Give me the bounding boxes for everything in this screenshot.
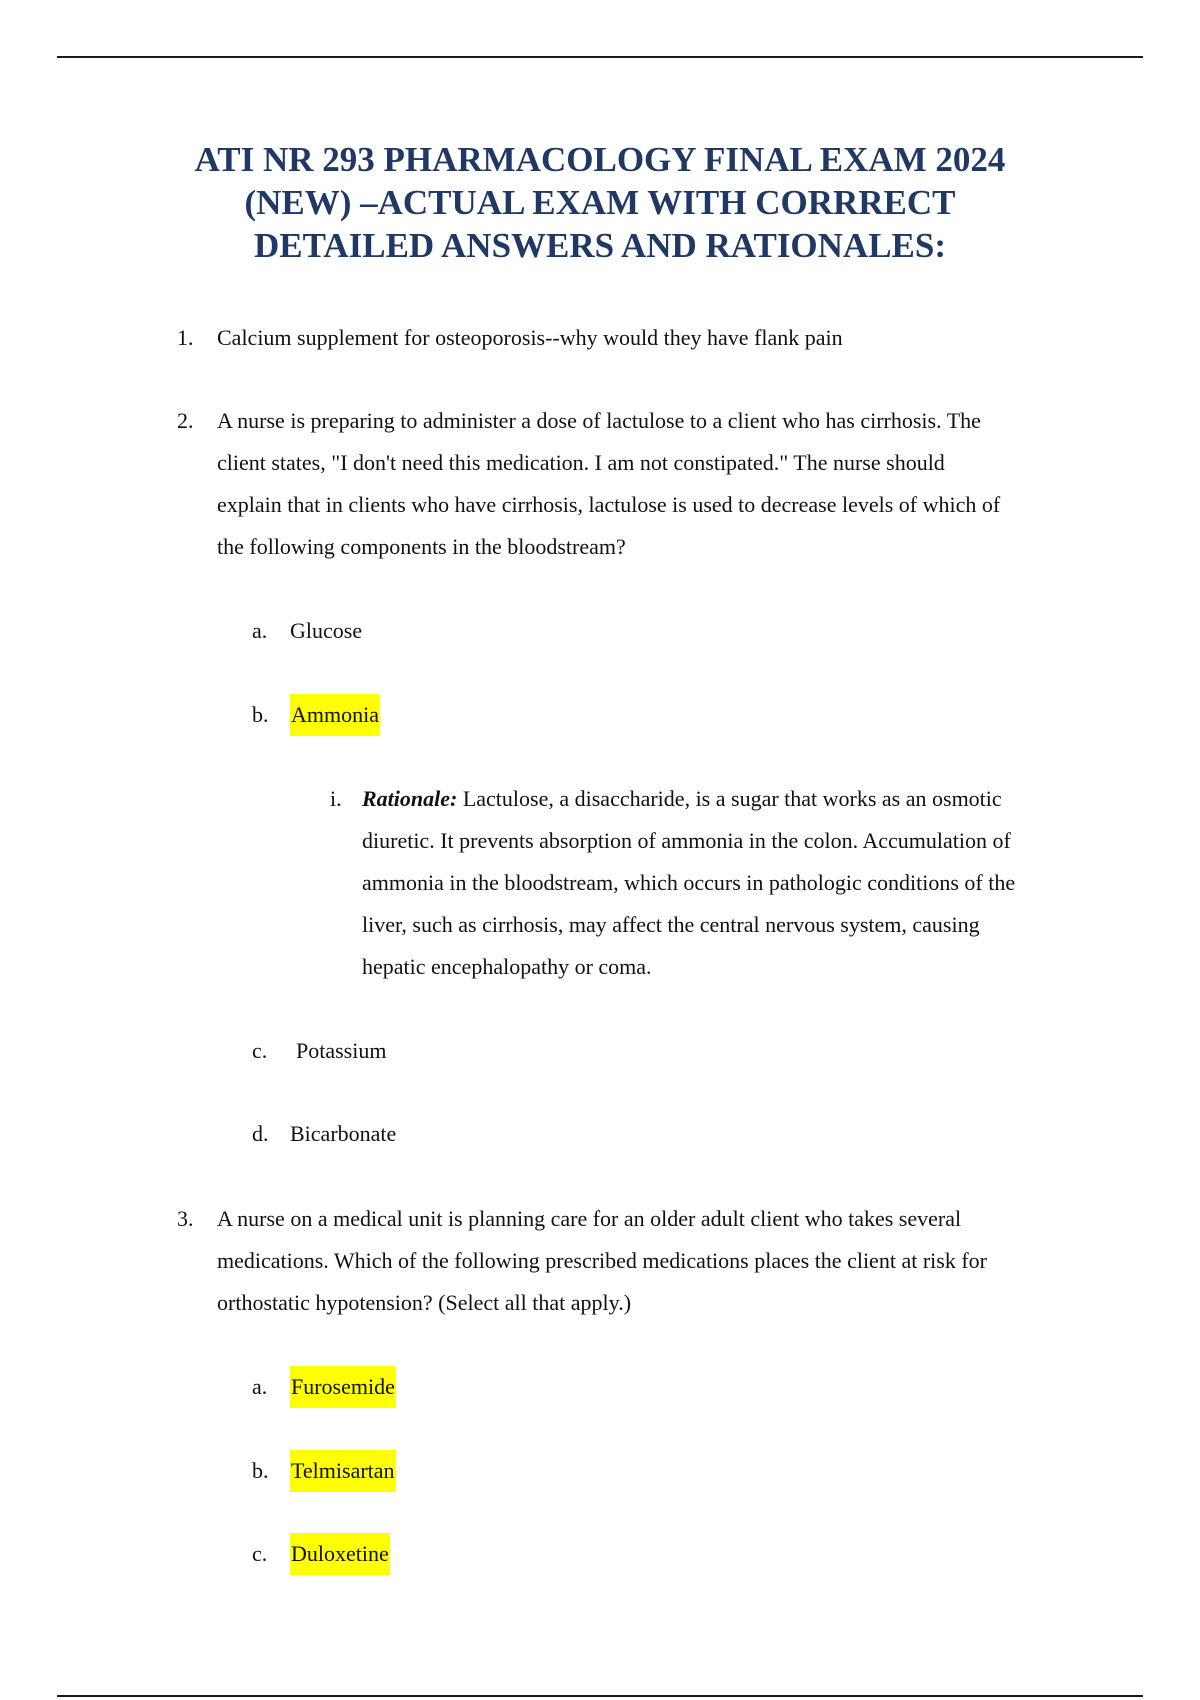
option-letter: b. <box>252 1458 269 1483</box>
rationale-line: hepatic encephalopathy or coma. <box>362 954 652 979</box>
question-text <box>217 1198 1097 1324</box>
option-text-correct: Ammonia <box>290 694 380 736</box>
bottom-rule <box>57 1695 1143 1697</box>
option-letter: a. <box>252 1374 268 1399</box>
question-line: A nurse is preparing to administer a dose of lactulose to a client who has cirrhosis. The <box>217 408 981 433</box>
option-text-correct: Duloxetine <box>290 1533 390 1575</box>
option-letter: d. <box>252 1121 269 1146</box>
question-line: the following components in the bloodstream? <box>217 534 626 559</box>
option-letter: c. <box>252 1541 268 1566</box>
question-number: 3. <box>177 1206 194 1231</box>
option-text: Bicarbonate <box>290 1121 397 1146</box>
rationale-line: Lactulose, a disaccharide, is a sugar that works as an osmotic <box>457 786 1002 811</box>
question-line: explain that in clients who have cirrhosis, lactulose is used to decrease levels of which of <box>217 492 1001 517</box>
option-letter: c. <box>252 1038 268 1063</box>
question-text <box>217 317 1097 359</box>
rationale-number: i. <box>330 786 342 811</box>
top-rule <box>57 56 1143 58</box>
title-line: DETAILED ANSWERS AND RATIONALES: <box>253 226 947 265</box>
option-letter: a. <box>252 618 268 643</box>
rationale-label: Rationale: <box>362 786 458 811</box>
option-letter: b. <box>252 702 269 727</box>
question-number: 2. <box>177 408 194 433</box>
title-line: (NEW) –ACTUAL EXAM WITH CORRRECT <box>244 183 956 222</box>
question-number: 1. <box>177 325 194 350</box>
title-line: ATI NR 293 PHARMACOLOGY FINAL EXAM 2024 <box>194 140 1006 179</box>
question-line: A nurse on a medical unit is planning care for an older adult client who takes several <box>217 1206 962 1231</box>
option-text-correct: Telmisartan <box>290 1450 396 1492</box>
option-text: Glucose <box>290 618 363 643</box>
question-line: medications. Which of the following prescribed medications places the client at risk for <box>217 1248 987 1273</box>
rationale-line: diuretic. It prevents absorption of ammonia in the colon. Accumulation of <box>362 828 1011 853</box>
question-line: client states, "I don't need this medication. I am not constipated." The nurse should <box>217 450 945 475</box>
question-line: Calcium supplement for osteoporosis--why would they have flank pain <box>217 325 843 350</box>
rationale-line: liver, such as cirrhosis, may affect the central nervous system, causing <box>362 912 980 937</box>
document-title <box>100 138 1100 267</box>
option-text-correct: Furosemide <box>290 1366 396 1408</box>
option-text: Potassium <box>296 1038 387 1063</box>
question-line: orthostatic hypotension? (Select all that apply.) <box>217 1290 632 1315</box>
rationale-line: ammonia in the bloodstream, which occurs in pathologic conditions of the <box>362 870 1016 895</box>
rationale-text <box>362 778 1122 988</box>
question-text <box>217 400 1097 568</box>
